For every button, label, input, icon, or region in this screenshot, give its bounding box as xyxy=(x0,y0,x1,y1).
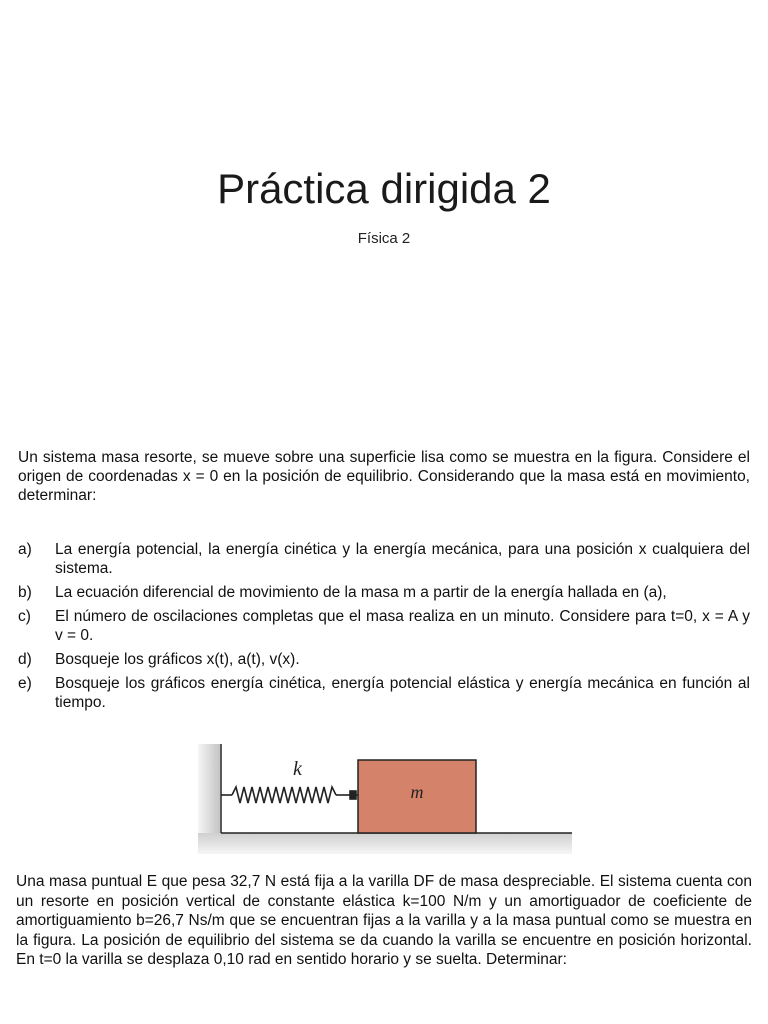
mass-spring-figure xyxy=(198,744,572,854)
problem2-text: Una masa puntual E que pesa 32,7 N está fija a la varilla DF de masa despreciable. El sistema cuenta con un resorte en posición vertical de constante elástica k=100 N/m y un amortiguador de coeficiente de amortiguamiento b=26,7 Ns/m que se encuentran fijas a la varilla y a la masa puntual como se muestra en la figura. La posición de equilibrio del sistema se da cuando la varilla se encuentre en posición horizontal. En t=0 la varilla se desplaza 0,10 rad en sentido horario y se suelta. Determinar: xyxy=(16,873,752,968)
mass-spring-diagram xyxy=(198,744,572,854)
question-letter: d) xyxy=(18,651,32,668)
question-item-b xyxy=(18,583,750,602)
page-subtitle: Física 2 xyxy=(357,230,411,247)
question-text: La ecuación diferencial de movimiento de la masa m a partir de la energía hallada en (a), xyxy=(55,584,667,601)
spring-label: k xyxy=(293,758,302,780)
problem1-intro: Un sistema masa resorte, se mueve sobre una superficie lisa como se muestra en la figura. Considere el origen de coordenadas x = 0 en la posición de equilibrio. Considerando que la masa está en movimiento, determinar: xyxy=(18,449,750,504)
question-item-d xyxy=(18,650,750,669)
question-letter: a) xyxy=(18,541,32,558)
question-letter: b) xyxy=(18,584,32,601)
page-title: Práctica dirigida 2 xyxy=(217,165,551,212)
question-item-c xyxy=(18,607,750,645)
question-text: Bosqueje los gráficos energía cinética, energía potencial elástica y energía mecánica en función al tiempo. xyxy=(55,675,750,711)
question-item-e xyxy=(18,674,750,712)
problem1-question-list xyxy=(18,540,750,717)
question-item-a xyxy=(18,540,750,578)
question-text: El número de oscilaciones completas que el masa realiza en un minuto. Considere para t=0, x = A y v = 0. xyxy=(55,608,750,644)
spring xyxy=(221,787,358,803)
floor xyxy=(198,833,572,854)
question-letter: e) xyxy=(18,675,32,692)
question-letter: c) xyxy=(18,608,31,625)
question-text: La energía potencial, la energía cinética y la energía mecánica, para una posición x cualquiera del sistema. xyxy=(55,541,750,577)
mass-label: m xyxy=(410,782,424,802)
question-text: Bosqueje los gráficos x(t), a(t), v(x). xyxy=(55,651,300,668)
